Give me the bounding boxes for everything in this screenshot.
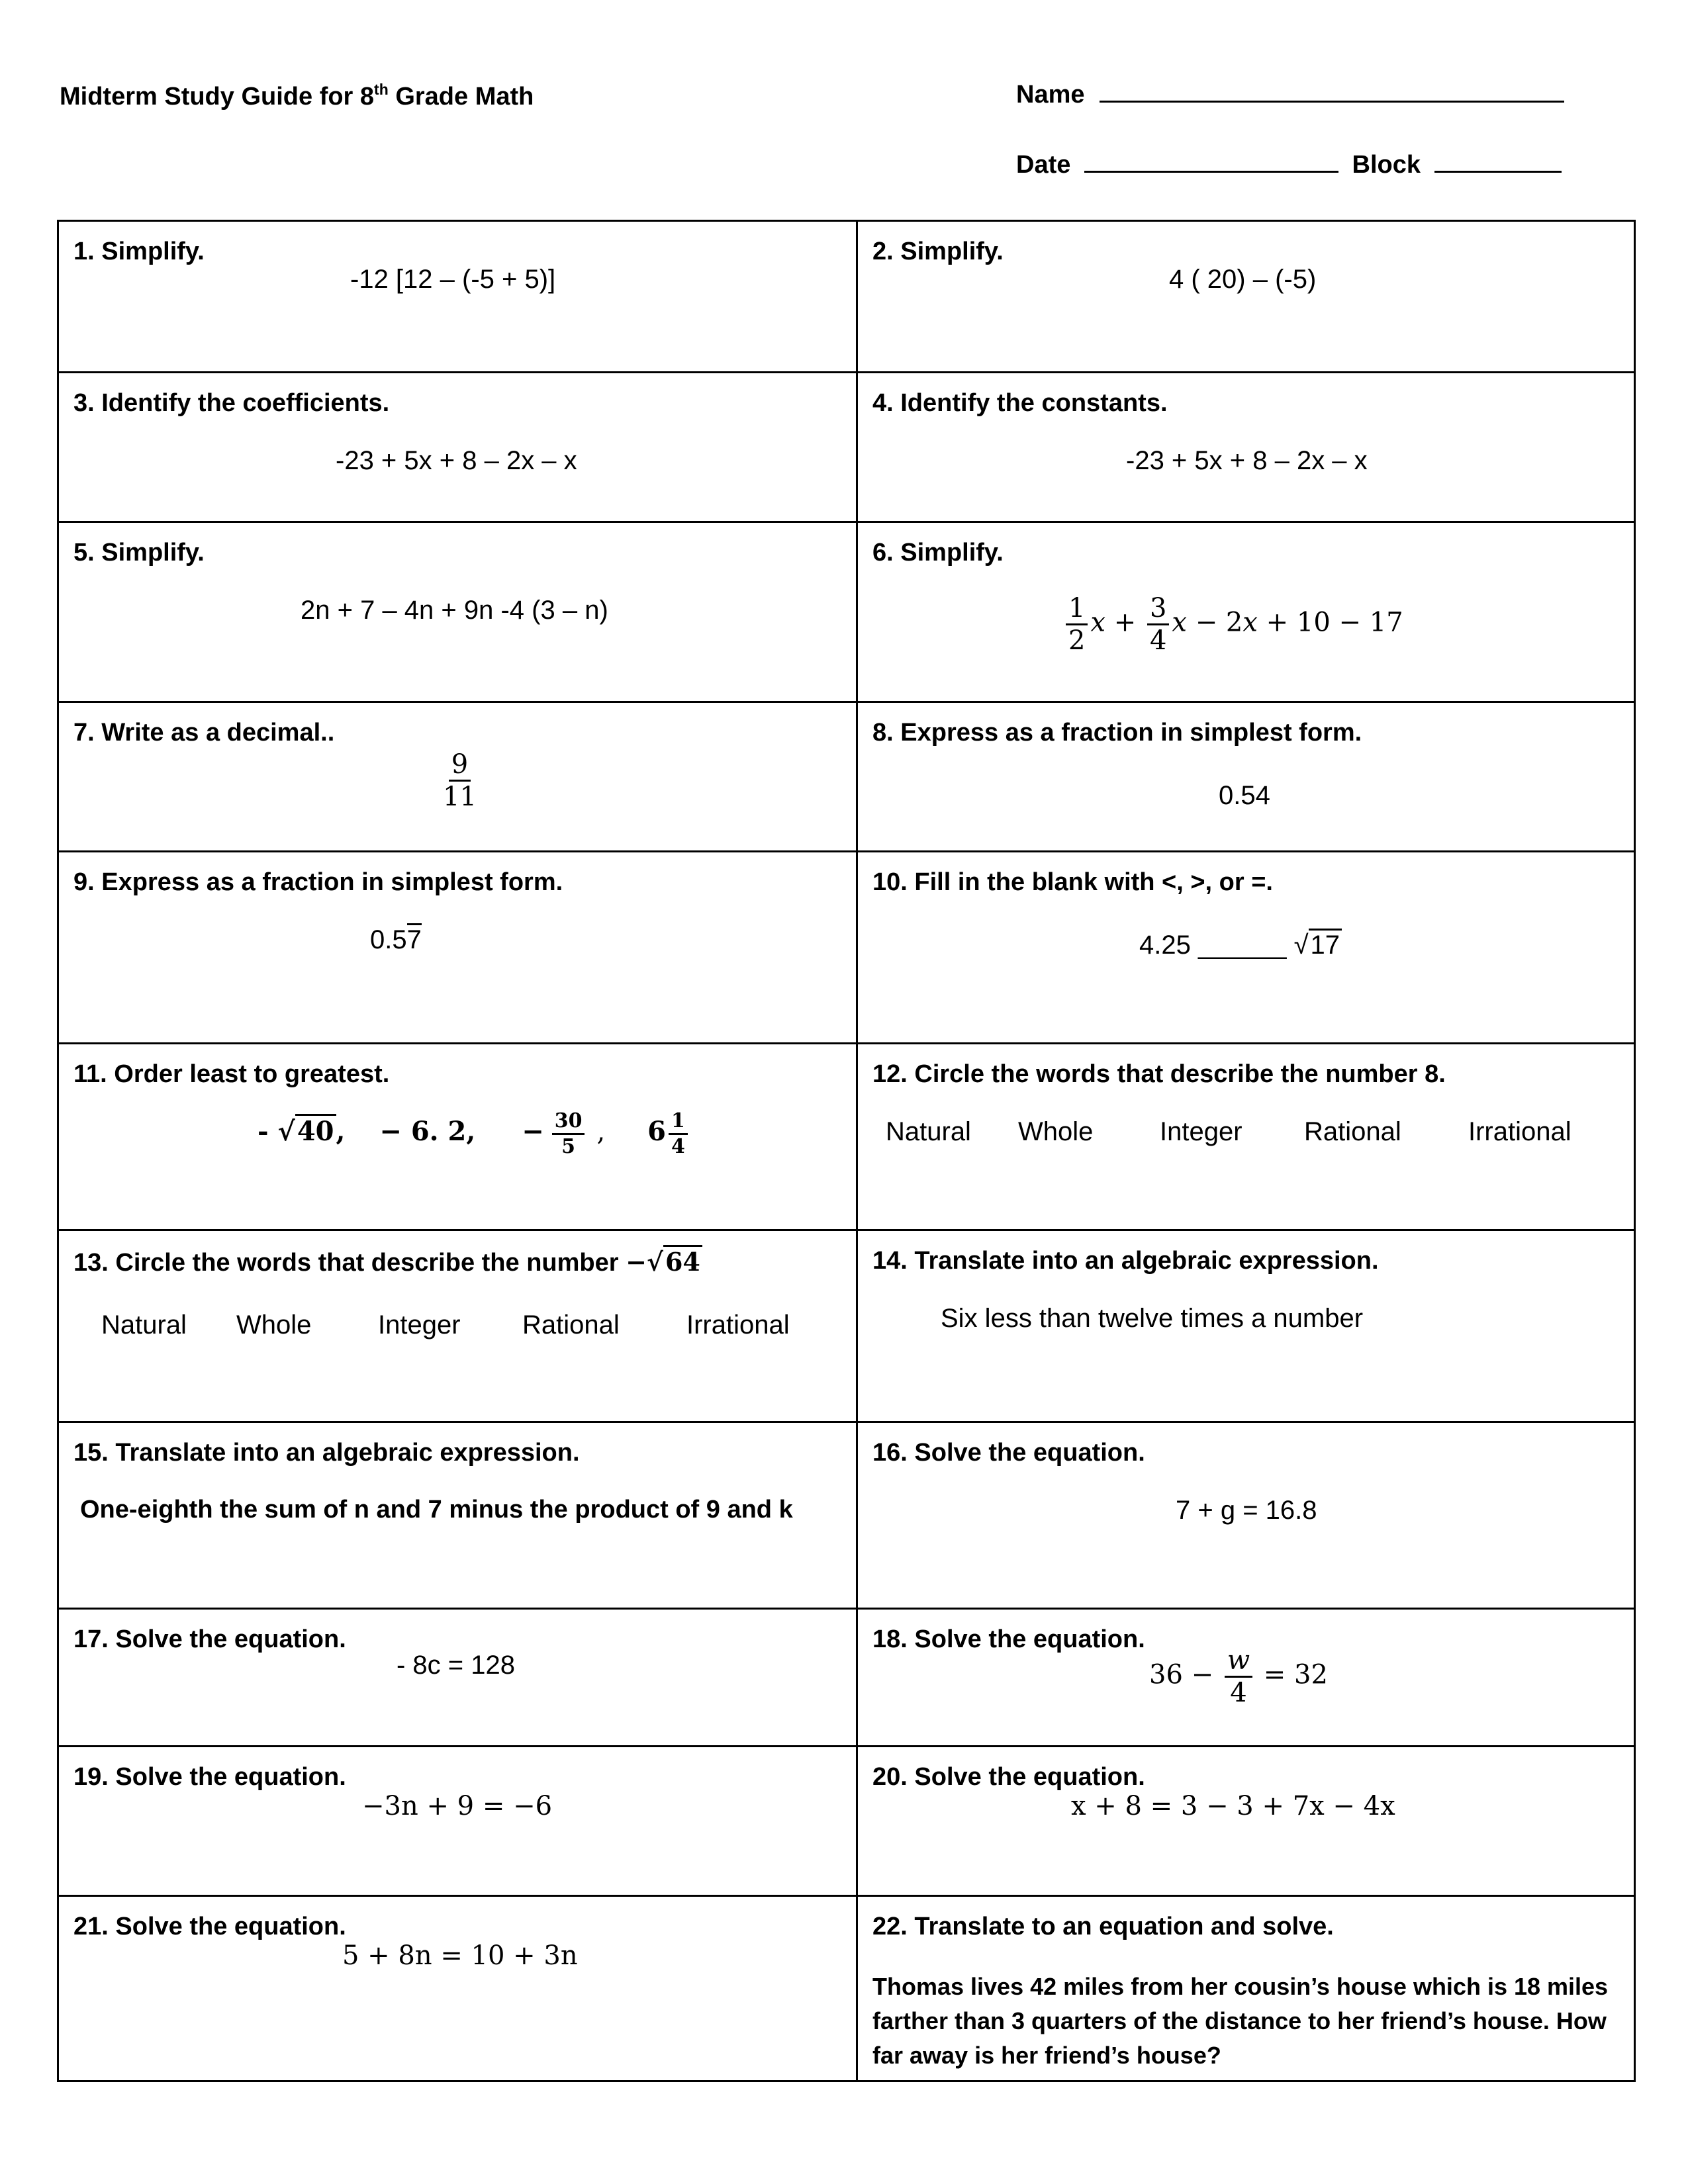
fraction-three-quarters (1147, 594, 1169, 655)
block-blank[interactable] (1434, 151, 1562, 173)
question-13 (59, 1229, 858, 1421)
comparison-left: 4.25 ______ (1139, 931, 1294, 960)
question-22-prompt: 22. Translate to an equation and solve. (872, 1913, 1334, 1940)
question-16-expression: 7 + g = 16.8 (1176, 1496, 1317, 1525)
title-main: Midterm Study Guide for 8 (60, 83, 375, 111)
square-root-17: √17 (1294, 931, 1342, 960)
question-7-prompt: 7. Write as a decimal.. (73, 719, 335, 747)
question-21-prompt: 21. Solve the equation. (73, 1913, 346, 1940)
question-2-prompt: 2. Simplify. (872, 238, 1004, 265)
question-14 (858, 1229, 1634, 1421)
question-8-prompt: 8. Express as a fraction in simplest form. (872, 719, 1362, 747)
question-6 (858, 521, 1634, 701)
decimal-part: 0.5 (370, 925, 407, 954)
plus-sign: + (1105, 607, 1145, 638)
question-22-word-problem: Thomas lives 42 miles from her cousin’s house which is 18 miles farther than 3 quarters of the distance to her friend’s house. How far away is her friend’s house? (872, 1973, 1609, 2069)
fraction-numerator: w (1225, 1647, 1252, 1678)
expression-part: 36 − (1149, 1659, 1222, 1690)
fraction-numerator: 3 (1147, 594, 1169, 625)
question-14-text: Six less than twelve times a number (941, 1304, 1364, 1333)
fraction-numerator: 9 (449, 751, 471, 782)
word-rational[interactable]: Rational (522, 1310, 620, 1340)
fraction-denominator: 2 (1068, 625, 1086, 656)
question-2 (858, 222, 1634, 371)
question-14-prompt: 14. Translate into an algebraic expression. (872, 1247, 1379, 1275)
question-22 (858, 1895, 1634, 2080)
expression-part: = 32 (1255, 1659, 1328, 1690)
variable-x: x (1243, 607, 1258, 638)
question-7 (59, 701, 858, 850)
question-12 (858, 1042, 1634, 1229)
question-19-prompt: 19. Solve the equation. (73, 1763, 346, 1791)
negative-sign: - (258, 1116, 278, 1147)
question-15-prompt: 15. Translate into an algebraic expression. (73, 1439, 580, 1467)
word-irrational[interactable]: Irrational (686, 1310, 790, 1340)
question-3-prompt: 3. Identify the coefficients. (73, 389, 390, 417)
question-6-prompt: 6. Simplify. (872, 539, 1004, 567)
word-irrational[interactable]: Irrational (1468, 1117, 1571, 1146)
radicand: 64 (663, 1245, 702, 1277)
name-field (1016, 81, 1564, 109)
question-11 (59, 1042, 858, 1229)
question-20-prompt: 20. Solve the equation. (872, 1763, 1145, 1791)
question-9-prompt: 9. Express as a fraction in simplest form. (73, 868, 563, 896)
fraction-one-half (1066, 594, 1088, 655)
question-5-prompt: 5. Simplify. (73, 539, 205, 567)
question-1-expression: -12 [12 – (-5 + 5)] (350, 265, 556, 294)
name-blank[interactable] (1100, 81, 1564, 103)
date-block-field (1016, 151, 1562, 179)
question-3-expression: -23 + 5x + 8 – 2x – x (336, 446, 577, 475)
question-19 (59, 1745, 858, 1895)
question-3 (59, 371, 858, 521)
variable-x: x (1172, 607, 1187, 638)
question-16-prompt: 16. Solve the equation. (872, 1439, 1145, 1467)
question-9 (59, 850, 858, 1042)
negative-square-root-64 (626, 1247, 702, 1277)
question-17-expression: - 8c = 128 (397, 1651, 516, 1680)
word-whole[interactable]: Whole (236, 1310, 312, 1340)
fraction-denominator: 5 (561, 1134, 576, 1158)
expression-part: + 10 − 17 (1257, 607, 1403, 638)
question-8 (858, 701, 1634, 850)
radicand: 40 (295, 1114, 336, 1147)
title-end: Grade Math (388, 83, 534, 111)
question-4-prompt: 4. Identify the constants. (872, 389, 1168, 417)
name-label: Name (1016, 81, 1085, 109)
question-1-prompt: 1. Simplify. (73, 238, 205, 265)
separator: , (336, 1116, 346, 1147)
fraction-nine-elevenths (440, 751, 479, 811)
question-15 (59, 1421, 858, 1608)
word-natural[interactable]: Natural (886, 1117, 971, 1146)
question-5 (59, 521, 858, 701)
question-10 (858, 850, 1634, 1042)
page-title (60, 81, 534, 111)
square-root: √64 (647, 1247, 702, 1277)
question-15-text: One-eighth the sum of n and 7 minus the product of 9 and k (80, 1496, 793, 1524)
question-18-expression (1149, 1647, 1328, 1707)
negative-sign: − (522, 1116, 544, 1147)
fraction-numerator: 1 (1066, 594, 1088, 625)
fraction-denominator: 4 (1230, 1678, 1247, 1708)
fraction-denominator: 4 (1149, 625, 1167, 656)
value-negative-6-2: − 6. 2, (379, 1116, 476, 1147)
date-blank[interactable] (1084, 151, 1338, 173)
question-grid (57, 220, 1636, 2082)
question-18-prompt: 18. Solve the equation. (872, 1625, 1145, 1653)
question-11-prompt: 11. Order least to greatest. (73, 1060, 390, 1088)
radicand: 17 (1309, 929, 1342, 960)
question-18 (858, 1608, 1634, 1745)
fraction-denominator: 4 (671, 1134, 685, 1158)
fraction-numerator: 30 (552, 1111, 585, 1135)
question-17-prompt: 17. Solve the equation. (73, 1625, 346, 1653)
separator: , (596, 1116, 606, 1147)
title-superscript: th (374, 81, 389, 98)
question-9-expression (370, 925, 422, 955)
question-10-expression (1139, 931, 1342, 960)
question-7-expression (438, 751, 482, 811)
question-20-expression: x + 8 = 3 − 3 + 7x − 4x (1071, 1791, 1395, 1821)
question-13-prompt-text: 13. Circle the words that describe the number (73, 1249, 626, 1277)
square-root-40: √40 (278, 1116, 336, 1147)
fraction-one-quarter (669, 1111, 688, 1157)
question-16 (858, 1421, 1634, 1608)
date-label: Date (1016, 151, 1071, 179)
word-whole[interactable]: Whole (1018, 1117, 1094, 1146)
word-integer[interactable]: Integer (1160, 1117, 1243, 1146)
word-integer[interactable]: Integer (378, 1310, 461, 1340)
fraction-30-over-5 (552, 1111, 585, 1157)
question-13-prompt (73, 1247, 702, 1277)
question-12-prompt: 12. Circle the words that describe the number 8. (872, 1060, 1446, 1088)
question-5-expression: 2n + 7 – 4n + 9n -4 (3 – n) (301, 596, 608, 625)
question-21-expression: 5 + 8n = 10 + 3n (342, 1940, 578, 1971)
mixed-number-whole: 6 (647, 1116, 666, 1147)
fraction-denominator: 11 (443, 782, 477, 812)
fraction-w-over-4 (1225, 1647, 1252, 1707)
repeating-digit: 7 (407, 923, 422, 954)
question-11-expression (258, 1111, 690, 1157)
question-2-expression: 4 ( 20) – (-5) (1169, 265, 1317, 294)
question-17 (59, 1608, 858, 1745)
question-19-expression: −3n + 9 = −6 (362, 1791, 553, 1821)
question-6-expression (1063, 594, 1403, 655)
expression-part: − 2 (1186, 607, 1243, 638)
word-rational[interactable]: Rational (1304, 1117, 1401, 1146)
question-21 (59, 1895, 858, 2080)
block-label: Block (1352, 151, 1421, 179)
fraction-numerator: 1 (669, 1111, 688, 1135)
question-4-expression: -23 + 5x + 8 – 2x – x (1126, 446, 1368, 475)
negative-sign: − (626, 1247, 647, 1277)
question-1 (59, 222, 858, 371)
word-natural[interactable]: Natural (101, 1310, 187, 1340)
question-8-expression: 0.54 (1219, 781, 1270, 810)
question-4 (858, 371, 1634, 521)
question-10-prompt: 10. Fill in the blank with <, >, or =. (872, 868, 1273, 896)
question-20 (858, 1745, 1634, 1895)
variable-x: x (1090, 607, 1106, 638)
